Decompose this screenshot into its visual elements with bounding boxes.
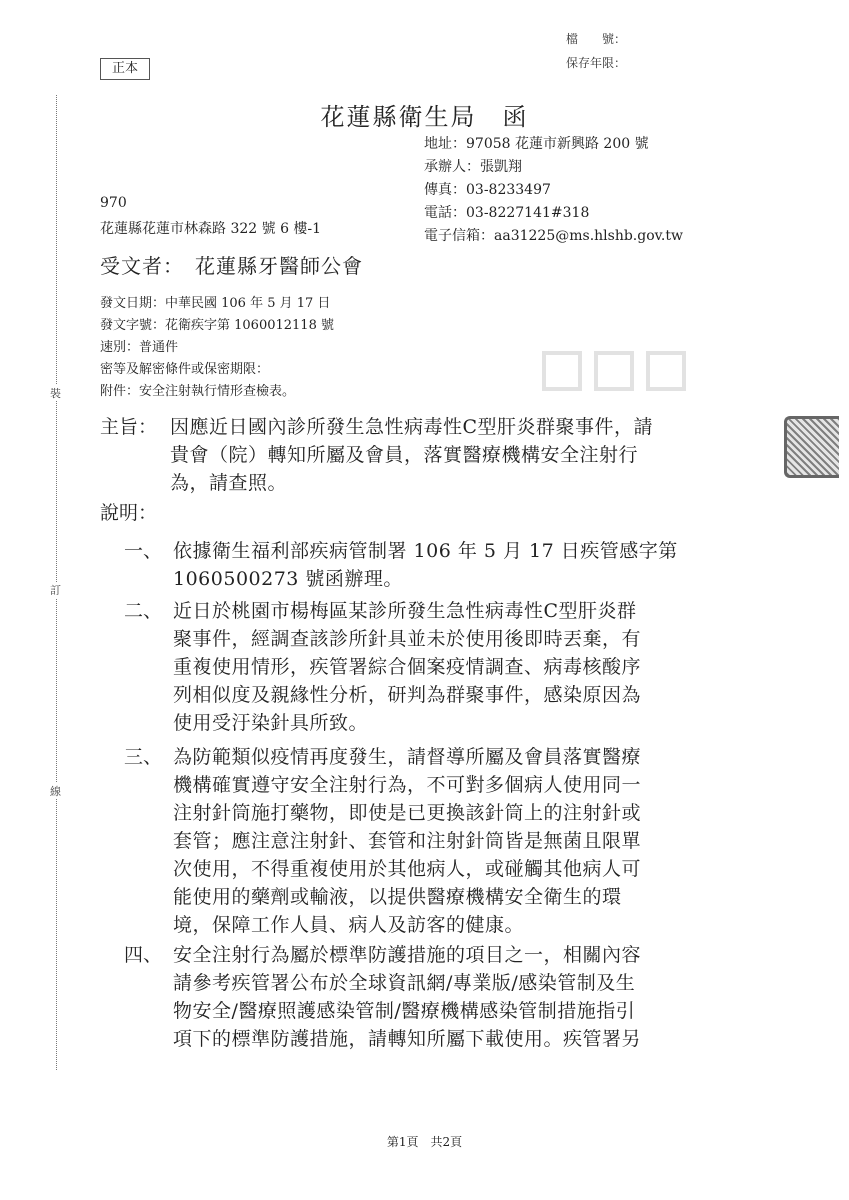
item-line: 近日於桃園市楊梅區某診所發生急性病毒性C型肝炎群 [173, 600, 637, 622]
item-line: 安全注射行為屬於標準防護措施的項目之一，相關內容 [173, 944, 642, 966]
sender-email: 電子信箱：aa31225@ms.hlshb.gov.tw [424, 228, 683, 244]
item-line: 境，保障工作人員、病人及訪客的健康。 [173, 914, 525, 936]
item-number: 三、 [124, 746, 163, 768]
sender-phone: 電話：03-8227141#318 [424, 205, 590, 221]
page-number: 第1頁 共2頁 [386, 1135, 463, 1149]
recipient-line: 受文者： 花蓮縣牙醫師公會 [100, 254, 363, 278]
issue-date: 發文日期：中華民國 106 年 5 月 17 日 [100, 296, 331, 311]
subject-line: 貴會（院）轉知所屬及會員，落實醫療機構安全注射行 [170, 444, 639, 466]
archive-number-label: 檔 號： [566, 32, 627, 46]
faint-background-seal [540, 345, 690, 397]
subject-line: 為，請查照。 [170, 472, 288, 494]
explanation-label: 說明： [100, 502, 158, 524]
item-line: 機構確實遵守安全注射行為，不可對多個病人使用同一 [173, 774, 642, 796]
item-line: 列相似度及親緣性分析，研判為群聚事件，感染原因為 [173, 684, 642, 706]
item-line: 為防範類似疫情再度發生，請督導所屬及會員落實醫療 [173, 746, 642, 768]
binding-mark-bind: 裝 [50, 387, 61, 400]
item-line: 聚事件，經調查該診所針具並未於使用後即時丟棄，有 [173, 628, 642, 650]
retention-period-label: 保存年限： [566, 56, 627, 70]
binding-mark-staple: 訂 [50, 584, 61, 597]
confidentiality-level: 密等及解密條件或保密期限： [100, 362, 270, 377]
item-line: 使用受汙染針具所致。 [173, 712, 369, 734]
original-copy-stamp: 正本 [100, 58, 150, 80]
item-line: 能使用的藥劑或輸液，以提供醫療機構安全衛生的環 [173, 886, 622, 908]
sender-handler: 承辦人：張凱翔 [424, 159, 522, 175]
item-line: 請參考疾管署公布於全球資訊網/專業版/感染管制及生 [173, 972, 636, 994]
recipient-postcode: 970 [100, 195, 127, 211]
item-line: 次使用，不得重複使用於其他病人，或碰觸其他病人可 [173, 858, 642, 880]
official-seal-stamp [784, 416, 839, 478]
document-title: 花蓮縣衛生局 函 [320, 103, 529, 131]
item-line: 注射針筒施打藥物，即使是已更換該針筒上的注射針或 [173, 802, 642, 824]
subject-label: 主旨： [100, 416, 158, 438]
item-line: 物安全/醫療照護感染管制/醫療機構感染管制措施指引 [173, 1000, 636, 1022]
item-number: 二、 [124, 600, 163, 622]
delivery-speed: 速別：普通件 [100, 340, 179, 355]
document-number: 發文字號：花衛疾字第 1060012118 號 [100, 318, 334, 333]
sender-address: 地址：97058 花蓮市新興路 200 號 [424, 136, 649, 152]
item-number: 四、 [124, 944, 163, 966]
subject-line: 因應近日國內診所發生急性病毒性C型肝炎群聚事件，請 [170, 416, 654, 438]
recipient-mailing-address: 花蓮縣花蓮市林森路 322 號 6 樓-1 [100, 221, 322, 237]
binding-mark-line: 線 [50, 785, 61, 798]
item-line: 套管；應注意注射針、套管和注射針筒皆是無菌且限單 [173, 830, 642, 852]
sender-fax: 傳真：03-8233497 [424, 182, 551, 198]
item-line: 項下的標準防護措施，請轉知所屬下載使用。疾管署另 [173, 1028, 642, 1050]
item-line: 1060500273 號函辦理。 [173, 568, 403, 590]
item-line: 重複使用情形，疾管署綜合個案疫情調查、病毒核酸序 [173, 656, 642, 678]
item-line: 依據衛生福利部疾病管制署 106 年 5 月 17 日疾管感字第 [173, 540, 678, 562]
item-number: 一、 [124, 540, 163, 562]
attachment-info: 附件：安全注射執行情形查檢表。 [100, 384, 296, 399]
